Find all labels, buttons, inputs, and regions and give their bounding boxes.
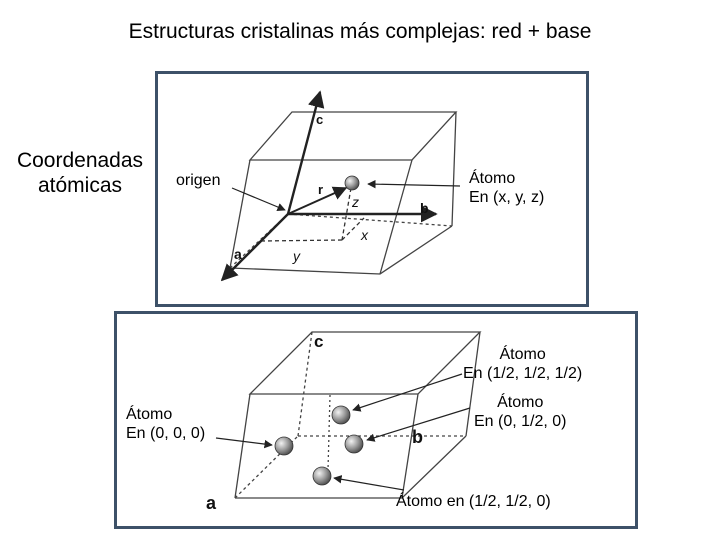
coordinates-label-line2: atómicas: [37, 174, 123, 197]
bottom-atom-face-base: [313, 467, 331, 485]
atom-label-face-b-line1: Átomo: [497, 394, 544, 411]
atom-label-face-base: Átomo en (1/2, 1/2, 0): [396, 493, 551, 510]
bottom-axis-a-label: a: [206, 493, 217, 513]
top-axis-a-label: a: [234, 246, 242, 262]
pointer-atom-center: [353, 374, 462, 410]
bottom-atom-face-b: [345, 435, 363, 453]
bottom-axis-b-label: b: [412, 427, 423, 447]
atom-label-origin: [126, 405, 205, 443]
atom-label-center-line1: Átomo: [499, 346, 546, 363]
top-atom-label-line1: Átomo: [469, 170, 516, 187]
bottom-axis-c-label: c: [314, 332, 324, 351]
top-atom-label-line2: En (x, y, z): [469, 189, 545, 206]
bottom-cell-edges: [235, 332, 480, 498]
page-title: Estructuras cristalinas más complejas: red + base: [128, 20, 592, 43]
origin-label: origen: [176, 172, 221, 189]
bottom-atom-body-center: [332, 406, 350, 424]
component-x-label: x: [361, 227, 368, 243]
component-z-label: z: [352, 194, 359, 210]
coordinates-label-line1: Coordenadas: [16, 149, 144, 172]
atom-label-origin-line2: En (0, 0, 0): [126, 425, 206, 442]
top-axis-b-label: b: [420, 200, 429, 216]
atom-label-center-line2: En (1/2, 1/2, 1/2): [463, 365, 583, 382]
component-y-label: y: [293, 248, 300, 264]
atom-label-face-b-line2: En (0, 1/2, 0): [474, 413, 567, 430]
vector-r-label: r: [318, 182, 324, 197]
pointer-atom-face-base: [334, 478, 404, 490]
atom-label-face-b: [474, 393, 567, 431]
atom-label-origin-line1: Átomo: [126, 406, 173, 423]
bottom-atom-origin: [275, 437, 293, 455]
top-axis-c-label: c: [316, 112, 324, 127]
atom-label-center: [463, 345, 582, 383]
